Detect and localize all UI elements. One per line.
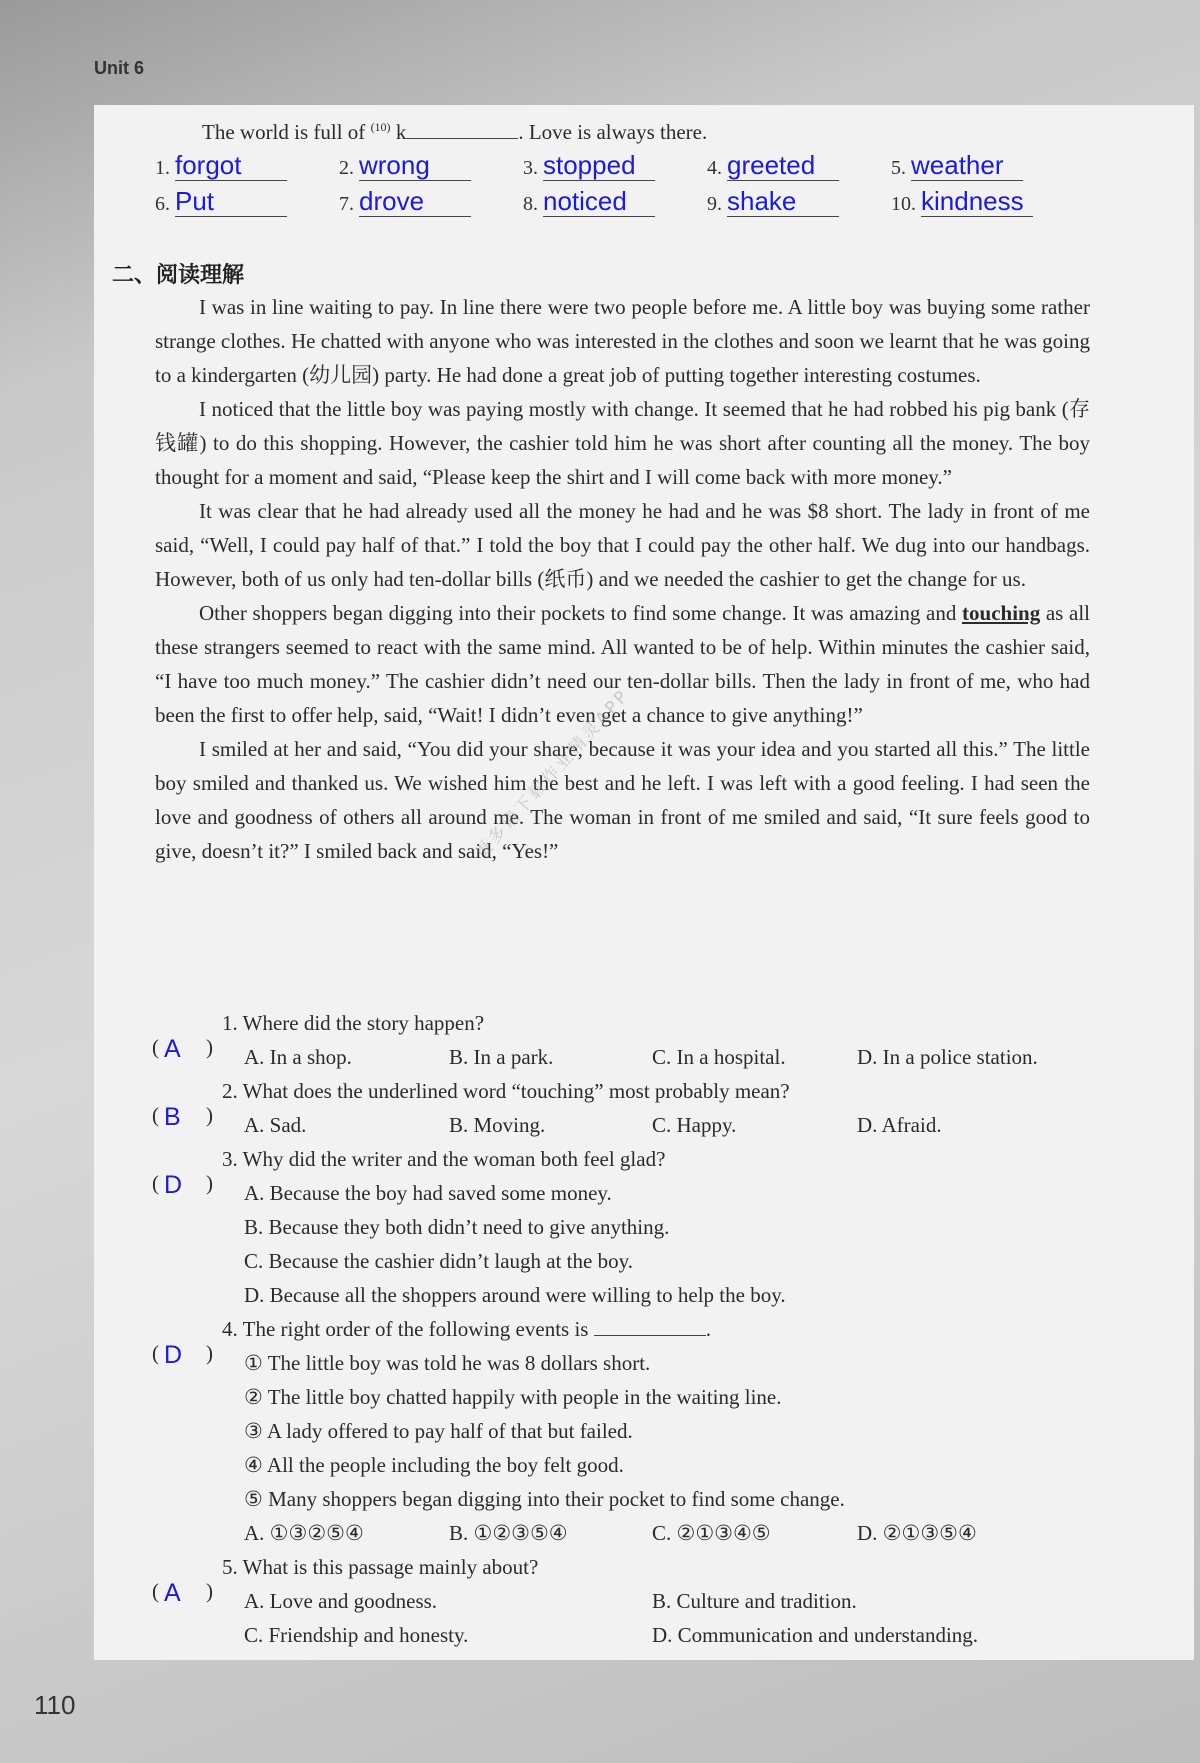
answer-item: [707, 150, 891, 184]
answer-number: 7.: [339, 193, 354, 215]
event-item: ⑤ Many shoppers began digging into their pocket to find some change.: [244, 1487, 845, 1511]
handwritten-answer: A: [164, 1579, 181, 1607]
answer-key-grid: [155, 150, 1055, 220]
option: D. In a police station.: [857, 1045, 1038, 1069]
handwritten-answer: stopped: [543, 150, 655, 181]
answer-blank: [406, 120, 518, 139]
handwritten-answer: shake: [727, 186, 839, 217]
paragraph-text: Other shoppers began digging into their pockets to find some change. It was amazing and: [199, 601, 963, 625]
answer-number: 4.: [707, 157, 722, 179]
question-list: [152, 1006, 1092, 1652]
option: B. Because they both didn’t need to give anything.: [244, 1215, 670, 1239]
handwritten-answer: weather: [911, 150, 1023, 181]
blank-number: (10): [370, 120, 391, 134]
page-number: 110: [34, 1690, 76, 1720]
passage-paragraph: It was clear that he had already used all the money he had and he was $8 short. The lady in front of me said, “Well, I could pay half of that.” I told the boy that I could pay the other half. We dug into our handbags. However, both of us only had ten-dollar bills (纸币) and we needed the cashier to get the change for us.: [155, 499, 1090, 591]
option: C. In a hospital.: [652, 1045, 786, 1069]
option: C. Happy.: [652, 1113, 737, 1137]
answer-item: [339, 150, 523, 184]
question-text: [208, 1312, 711, 1346]
paragraph-text: as all these strangers seemed to react with the same mind. All wanted to be of help. Within minutes the cashier said, “I have too much money.” The cashier didn’t need our ten-dollar bills. Then the lady in front of me, who had been the first to offer help, said, “Wait! I didn’t even get a chance to give anything!”: [155, 601, 1090, 727]
question-text: 1. Where did the story happen?: [222, 1011, 485, 1035]
event-item: ③ A lady offered to pay half of that but failed.: [244, 1419, 633, 1443]
fill-in-sentence: [202, 120, 707, 145]
option-row: [152, 1108, 1092, 1142]
option-row: [152, 1040, 1092, 1074]
handwritten-answer: forgot: [175, 150, 287, 181]
passage-paragraph: [155, 596, 1090, 732]
passage-paragraph: I noticed that the little boy was paying mostly with change. It seemed that he had robbed his pig bank (存钱罐) to do this shopping. However, the cashier told him he was short after counting all the money. The boy thought for a moment and said, “Please keep the shirt and I will come back with more money.”: [155, 397, 1090, 489]
event-item: ④ All the people including the boy felt good.: [244, 1453, 624, 1477]
underlined-word: touching: [962, 601, 1041, 625]
reading-passage: [155, 290, 1090, 868]
question-text-main: 4. The right order of the following events is: [222, 1317, 589, 1341]
option-row: [152, 1516, 1092, 1550]
passage-paragraph: I was in line waiting to pay. In line there were two people before me. A little boy was buying some rather strange clothes. He chatted with anyone who was interested in the clothes and soon we learnt that he was going to a kindergarten (幼儿园) party. He had done a great job of putting together interesting costumes.: [155, 295, 1090, 387]
handwritten-answer: noticed: [543, 186, 655, 217]
answer-item: [523, 186, 707, 220]
question-stem: ( D ) 4. The right order of the following events is .: [152, 1312, 1092, 1346]
answer-number: 1.: [155, 157, 170, 179]
option: A. Because the boy had saved some money.: [244, 1181, 612, 1205]
option: C. Because the cashier didn’t laugh at the boy.: [244, 1249, 633, 1273]
handwritten-answer: B: [164, 1103, 181, 1131]
section-heading: 二、阅读理解: [112, 263, 245, 288]
sentence-text: . Love is always there.: [518, 120, 708, 144]
answer-item: [155, 186, 339, 220]
answer-number: 3.: [523, 157, 538, 179]
option: A. In a shop.: [244, 1045, 352, 1069]
handwritten-answer: A: [164, 1035, 181, 1063]
question-stem: ( A ) 5. What is this passage mainly about?: [152, 1550, 1092, 1584]
answer-number: 9.: [707, 193, 722, 215]
option: B. ①②③⑤④: [449, 1521, 568, 1545]
option: A. Sad.: [244, 1113, 307, 1137]
sentence-text: The world is full of: [202, 120, 371, 144]
option: B. Moving.: [449, 1113, 546, 1137]
answer-number: 5.: [891, 157, 906, 179]
option: D. Afraid.: [857, 1113, 942, 1137]
passage-paragraph: I smiled at her and said, “You did your share, because it was your idea and you started all this.” The little boy smiled and thanked us. We wished him the best and he left. I was left with a good feeling. I had seen the love and goodness of others all around me. The woman in front of me smiled and said, “It sure feels good to give, doesn’t it?” I smiled back and said, “Yes!”: [155, 737, 1090, 863]
option: A. ①③②⑤④: [244, 1521, 364, 1545]
blank-first-letter: k: [390, 120, 407, 144]
answer-item: [891, 150, 1075, 184]
option: D. ②①③⑤④: [857, 1521, 977, 1545]
option: C. ②①③④⑤: [652, 1521, 771, 1545]
handwritten-answer: wrong: [359, 150, 471, 181]
question-stem: ( B ) 2. What does the underlined word “touching” most probably mean?: [152, 1074, 1092, 1108]
watermark: 更多请下载作业精灵APP: [471, 685, 634, 864]
option: B. In a park.: [449, 1045, 554, 1069]
option: C. Friendship and honesty.: [244, 1623, 469, 1647]
handwritten-answer: D: [164, 1171, 183, 1199]
option: A. Love and goodness.: [244, 1589, 438, 1613]
question-stem: ( D ) 3. Why did the writer and the woman both feel glad?: [152, 1142, 1092, 1176]
answer-item: [523, 150, 707, 184]
handwritten-answer: drove: [359, 186, 471, 217]
handwritten-answer: Put: [175, 186, 287, 217]
answer-number: 2.: [339, 157, 354, 179]
answer-number: 8.: [523, 193, 538, 215]
answer-item: [339, 186, 523, 220]
answer-blank: [594, 1315, 706, 1336]
question-text: 2. What does the underlined word “touching” most probably mean?: [222, 1079, 790, 1103]
question-text: 3. Why did the writer and the woman both feel glad?: [222, 1147, 666, 1171]
event-item: ② The little boy chatted happily with people in the waiting line.: [244, 1385, 782, 1409]
answer-item: [891, 186, 1075, 220]
answer-number: 10.: [891, 193, 916, 215]
option-row: [152, 1618, 1092, 1652]
option: D. Communication and understanding.: [652, 1623, 979, 1647]
option-row: [152, 1584, 1092, 1618]
option: B. Culture and tradition.: [652, 1589, 857, 1613]
handwritten-answer: greeted: [727, 150, 839, 181]
question-text-end: .: [705, 1317, 711, 1341]
event-item: ① The little boy was told he was 8 dollars short.: [244, 1351, 651, 1375]
answer-item: [155, 150, 339, 184]
handwritten-answer: D: [164, 1341, 183, 1369]
answer-number: 6.: [155, 193, 170, 215]
answer-item: [707, 186, 891, 220]
option: D. Because all the shoppers around were willing to help the boy.: [244, 1283, 786, 1307]
question-stem: ( A ) 1. Where did the story happen?: [152, 1006, 1092, 1040]
unit-label: Unit 6: [94, 58, 145, 78]
handwritten-answer: kindness: [921, 186, 1033, 217]
question-text: 5. What is this passage mainly about?: [222, 1555, 539, 1579]
